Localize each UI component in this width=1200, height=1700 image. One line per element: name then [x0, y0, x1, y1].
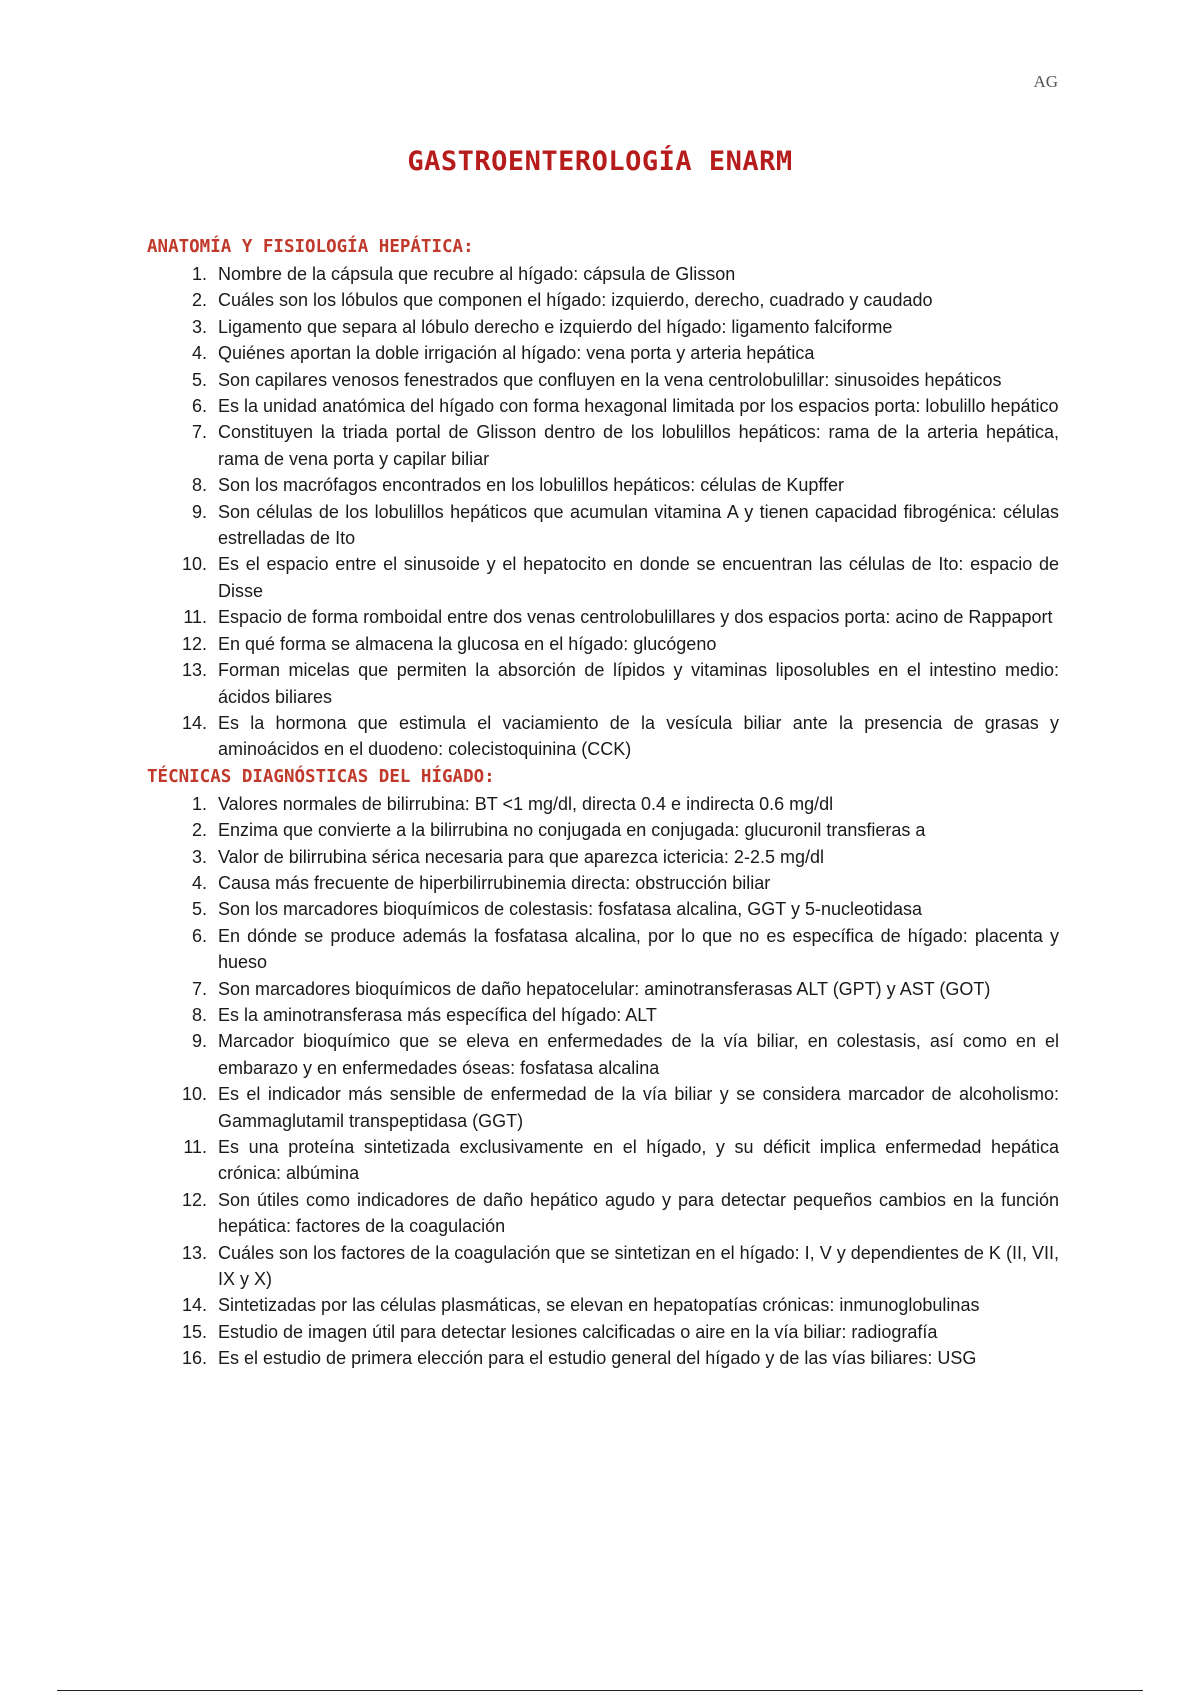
list-item-text: Es el estudio de primera elección para el estudio general del hígado y de las vías biliares: USG [218, 1348, 977, 1369]
header-initials: AG [1033, 72, 1058, 91]
list-item-number: 7. [191, 422, 207, 443]
list-item-text: Sintetizadas por las células plasmáticas, se elevan en hepatopatías crónicas: inmunoglobulinas [218, 1295, 980, 1316]
list-item-number: 13. [181, 660, 207, 681]
list-item-number: 12. [181, 1189, 207, 1210]
list-item [147, 844, 1059, 870]
list-item [147, 367, 1059, 393]
list-item [147, 1134, 1059, 1187]
list-item-number: 10. [181, 554, 207, 575]
list-item-number: 6. [191, 925, 207, 946]
list-item-number: 9. [191, 1031, 207, 1052]
list-item-number: 11. [183, 607, 207, 628]
list-item-text: Constituyen la triada portal de Glisson dentro de los lobulillos hepáticos: rama de la arteria hepática, rama de vena porta y capilar biliar [218, 422, 1059, 469]
list-item-number: 5. [191, 369, 207, 390]
list-item [147, 1187, 1059, 1240]
list-item-number: 1. [191, 793, 207, 814]
list-item-number: 12. [181, 633, 207, 654]
list-item-text: Son células de los lobulillos hepáticos que acumulan vitamina A y tienen capacidad fibrogénica: células estrelladas de Ito [218, 501, 1059, 549]
list-item-number: 14. [181, 712, 207, 733]
list-item [147, 314, 1059, 340]
list-item-number: 7. [191, 978, 207, 999]
list-item [147, 1319, 1059, 1345]
list-item-number: 5. [191, 899, 207, 920]
list-item-text: Valores normales de bilirrubina: BT <1 mg/dl, directa 0.4 e indirecta 0.6 mg/dl [218, 793, 834, 814]
list-item-number: 13. [181, 1242, 207, 1263]
document-body [147, 233, 1059, 1372]
list-item-text: Son los macrófagos encontrados en los lobulillos hepáticos: células de Kupffer [218, 475, 845, 496]
list-item [147, 923, 1059, 976]
list-item-text: Estudio de imagen útil para detectar lesiones calcificadas o aire en la vía biliar: radiografía [218, 1321, 938, 1342]
list-item-number: 3. [191, 846, 207, 867]
list-item-text: Ligamento que separa al lóbulo derecho e izquierdo del hígado: ligamento falciforme [218, 316, 893, 337]
list-item [147, 1081, 1059, 1134]
question-list-tecnicas [147, 791, 1059, 1372]
list-item-number: 9. [191, 501, 207, 522]
list-item-text: En dónde se produce además la fosfatasa alcalina, por lo que no es específica de hígado: placenta y hueso [218, 925, 1059, 973]
document-title: GASTROENTEROLOGÍA ENARM [407, 146, 793, 177]
list-item-number: 8. [191, 1004, 207, 1025]
list-item-number: 8. [191, 475, 207, 496]
list-item [147, 604, 1059, 630]
list-item [147, 657, 1059, 710]
footer-divider [57, 1690, 1143, 1691]
list-item [147, 499, 1059, 552]
list-item [147, 393, 1059, 419]
list-item-number: 11. [183, 1137, 207, 1157]
list-item-text: Es la hormona que estimula el vaciamiento de la vesícula biliar ante la presencia de grasas y aminoácidos en el duodeno: colecistoquinina (CCK) [218, 712, 1059, 760]
list-item [147, 551, 1059, 604]
list-item [147, 261, 1059, 287]
question-list-anatomia [147, 261, 1059, 763]
list-item [147, 817, 1059, 843]
list-item [147, 340, 1059, 366]
list-item [147, 631, 1059, 657]
list-item-text: Es una proteína sintetizada exclusivamente en el hígado, y su déficit implica enfermedad hepática crónica: albúmina [218, 1137, 1059, 1184]
list-item-text: Cuáles son los lóbulos que componen el hígado: izquierdo, derecho, cuadrado y caudado [218, 290, 933, 311]
list-item-number: 4. [191, 343, 207, 364]
list-item-number: 2. [191, 820, 207, 841]
list-item [147, 1292, 1059, 1318]
list-item-number: 10. [181, 1084, 207, 1105]
list-item [147, 896, 1059, 922]
list-item-text: Cuáles son los factores de la coagulación que se sintetizan en el hígado: I, V y dependientes de K (II, VII, IX y X) [218, 1242, 1059, 1290]
list-item [147, 1240, 1059, 1293]
list-item-text: Es el espacio entre el sinusoide y el hepatocito en donde se encuentran las células de Ito: espacio de Disse [218, 554, 1059, 601]
list-item-number: 16. [181, 1348, 207, 1369]
list-item-text: Causa más frecuente de hiperbilirrubinemia directa: obstrucción biliar [218, 872, 771, 893]
list-item-number: 14. [181, 1295, 207, 1316]
list-item-text: Son los marcadores bioquímicos de colestasis: fosfatasa alcalina, GGT y 5-nucleotidasa [218, 899, 923, 920]
list-item-text: Son marcadores bioquímicos de daño hepatocelular: aminotransferasas ALT (GPT) y AST (GOT) [218, 978, 991, 999]
list-item [147, 710, 1059, 763]
list-item [147, 419, 1059, 472]
list-item-text: Nombre de la cápsula que recubre al hígado: cápsula de Glisson [218, 264, 736, 284]
list-item [147, 472, 1059, 498]
list-item-text: Enzima que convierte a la bilirrubina no conjugada en conjugada: glucuronil transfieras a [218, 820, 926, 841]
list-item [147, 976, 1059, 1002]
list-item-number: 1. [191, 264, 207, 284]
list-item-number: 15. [181, 1321, 207, 1342]
section-heading-tecnicas: TÉCNICAS DIAGNÓSTICAS DEL HÍGADO: [147, 766, 495, 787]
list-item-text: Valor de bilirrubina sérica necesaria para que aparezca ictericia: 2-2.5 mg/dl [218, 846, 824, 867]
list-item [147, 1002, 1059, 1028]
list-item-number: 2. [191, 290, 207, 311]
list-item [147, 287, 1059, 313]
list-item-text: Marcador bioquímico que se eleva en enfermedades de la vía biliar, en colestasis, así como en el embarazo y en enfermedades óseas: fosfatasa alcalina [218, 1031, 1059, 1078]
list-item-text: Es el indicador más sensible de enfermedad de la vía biliar y se considera marcador de alcoholismo: Gammaglutamil transpeptidasa (GGT) [218, 1084, 1059, 1131]
list-item-text: Forman micelas que permiten la absorción de lípidos y vitaminas liposolubles en el intestino medio: ácidos biliares [218, 660, 1059, 707]
list-item [147, 870, 1059, 896]
list-item-text: Son útiles como indicadores de daño hepático agudo y para detectar pequeños cambios en la función hepática: factores de la coagulación [218, 1189, 1059, 1237]
list-item-text: Espacio de forma romboidal entre dos venas centrolobulillares y dos espacios porta: acino de Rappaport [218, 607, 1053, 628]
list-item-text: Quiénes aportan la doble irrigación al hígado: vena porta y arteria hepática [218, 343, 815, 364]
section-heading-anatomia: ANATOMÍA Y FISIOLOGÍA HEPÁTICA: [147, 237, 474, 257]
list-item [147, 1345, 1059, 1371]
list-item [147, 791, 1059, 817]
list-item-text: Son capilares venosos fenestrados que confluyen en la vena centrolobulillar: sinusoides hepáticos [218, 369, 1002, 390]
list-item-number: 4. [191, 872, 207, 893]
list-item-number: 3. [191, 316, 207, 337]
list-item-text: Es la aminotransferasa más específica del hígado: ALT [218, 1004, 657, 1025]
list-item-text: Es la unidad anatómica del hígado con forma hexagonal limitada por los espacios porta: lobulillo hepático [218, 396, 1059, 417]
list-item [147, 1028, 1059, 1081]
list-item-number: 6. [191, 396, 207, 417]
list-item-text: En qué forma se almacena la glucosa en el hígado: glucógeno [218, 633, 717, 654]
